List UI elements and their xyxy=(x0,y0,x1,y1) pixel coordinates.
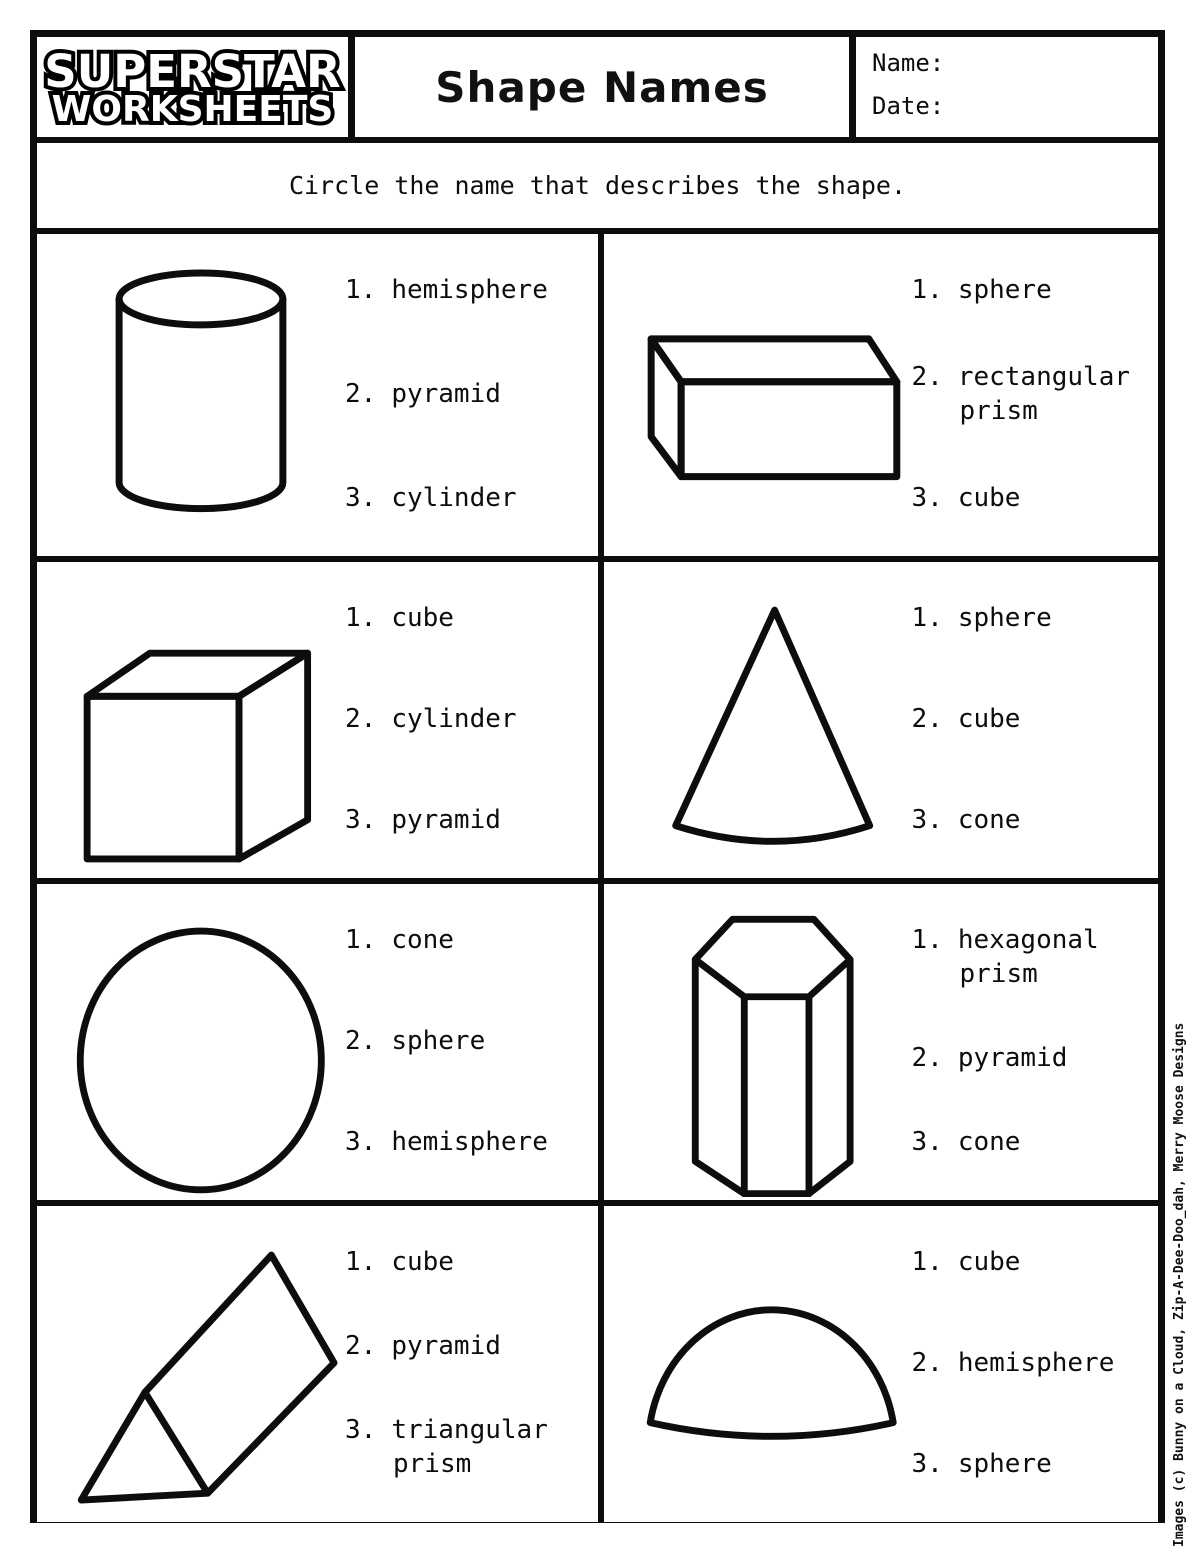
name-date-cell xyxy=(856,37,1158,137)
option-cylinder[interactable]: 3. cylinder xyxy=(345,483,517,514)
instruction-bar xyxy=(37,143,1158,234)
header-row xyxy=(37,37,1158,143)
question-cell-cone xyxy=(598,556,1159,878)
option-sphere[interactable]: 2. sphere xyxy=(345,1026,486,1057)
option-hemisphere[interactable]: 1. hemisphere xyxy=(345,275,548,305)
question-cell-cylinder xyxy=(37,234,598,556)
question-cell-hemisphere xyxy=(598,1200,1159,1522)
cube-drawing xyxy=(37,562,345,878)
option-sphere[interactable]: 3. sphere xyxy=(911,1449,1052,1480)
sphere-drawing xyxy=(37,884,345,1200)
option-pyramid[interactable]: 3. pyramid xyxy=(345,805,501,836)
logo-text-superstar: SUPERSTAR SUPERSTAR xyxy=(44,48,340,97)
option-hexagonal-prism[interactable]: 1. hexagonal prism xyxy=(911,925,1099,989)
option-triangular-prism[interactable]: 3. triangular prism xyxy=(345,1415,548,1480)
option-list xyxy=(912,234,1159,556)
option-cube[interactable]: 3. cube xyxy=(911,483,1021,514)
option-sphere[interactable]: 1. sphere xyxy=(911,275,1052,305)
option-hemisphere[interactable]: 3. hemisphere xyxy=(345,1127,548,1158)
logo-text-worksheets: WORKSHEETS WORKSHEETS xyxy=(52,92,334,128)
question-cell-hexagonal-prism xyxy=(598,878,1159,1200)
option-cone[interactable]: 3. cone xyxy=(911,1127,1021,1158)
date-label: Date: xyxy=(872,92,945,120)
worksheet-border xyxy=(30,30,1165,1523)
option-cube[interactable]: 1. cube xyxy=(911,1247,1021,1277)
option-rectangular-prism[interactable]: 2. rectangular prism xyxy=(911,362,1130,426)
cone-drawing xyxy=(604,562,912,878)
superstar-worksheets-logo xyxy=(37,37,355,137)
option-cube[interactable]: 1. cube xyxy=(345,1247,454,1277)
question-cell-triangular-prism xyxy=(37,1200,598,1522)
question-cell-rectangular-prism xyxy=(598,234,1159,556)
option-list xyxy=(345,562,598,878)
option-pyramid[interactable]: 2. pyramid xyxy=(345,1331,501,1362)
page-title: Shape Names xyxy=(435,62,769,112)
hexagonal-prism-drawing xyxy=(604,884,912,1200)
option-pyramid[interactable]: 2. pyramid xyxy=(911,1043,1068,1073)
option-list xyxy=(912,884,1159,1200)
title-cell xyxy=(355,37,856,137)
option-list xyxy=(345,884,598,1200)
option-list xyxy=(912,562,1159,878)
question-cell-cube xyxy=(37,556,598,878)
option-sphere[interactable]: 1. sphere xyxy=(911,603,1052,633)
option-pyramid[interactable]: 2. pyramid xyxy=(345,379,501,410)
option-cone[interactable]: 1. cone xyxy=(345,925,454,955)
image-credit-text: Images (c) Bunny on a Cloud, Zip-A-Dee-Doo_dah, Merry Moose Designs xyxy=(1172,1022,1187,1547)
option-cylinder[interactable]: 2. cylinder xyxy=(345,704,517,735)
option-list xyxy=(912,1206,1159,1522)
rectangular-prism-drawing xyxy=(604,234,912,556)
option-hemisphere[interactable]: 2. hemisphere xyxy=(911,1348,1115,1379)
question-cell-sphere xyxy=(37,878,598,1200)
option-cone[interactable]: 3. cone xyxy=(911,805,1021,836)
option-cube[interactable]: 1. cube xyxy=(345,603,454,633)
instruction-text: Circle the name that describes the shape. xyxy=(288,171,907,200)
name-label: Name: xyxy=(872,49,945,77)
cylinder-drawing xyxy=(37,234,345,556)
question-grid xyxy=(37,234,1158,1522)
hemisphere-drawing xyxy=(604,1206,912,1522)
option-cube[interactable]: 2. cube xyxy=(911,704,1021,735)
triangular-prism-drawing xyxy=(37,1206,345,1522)
option-list xyxy=(345,1206,598,1522)
option-list xyxy=(345,234,598,556)
